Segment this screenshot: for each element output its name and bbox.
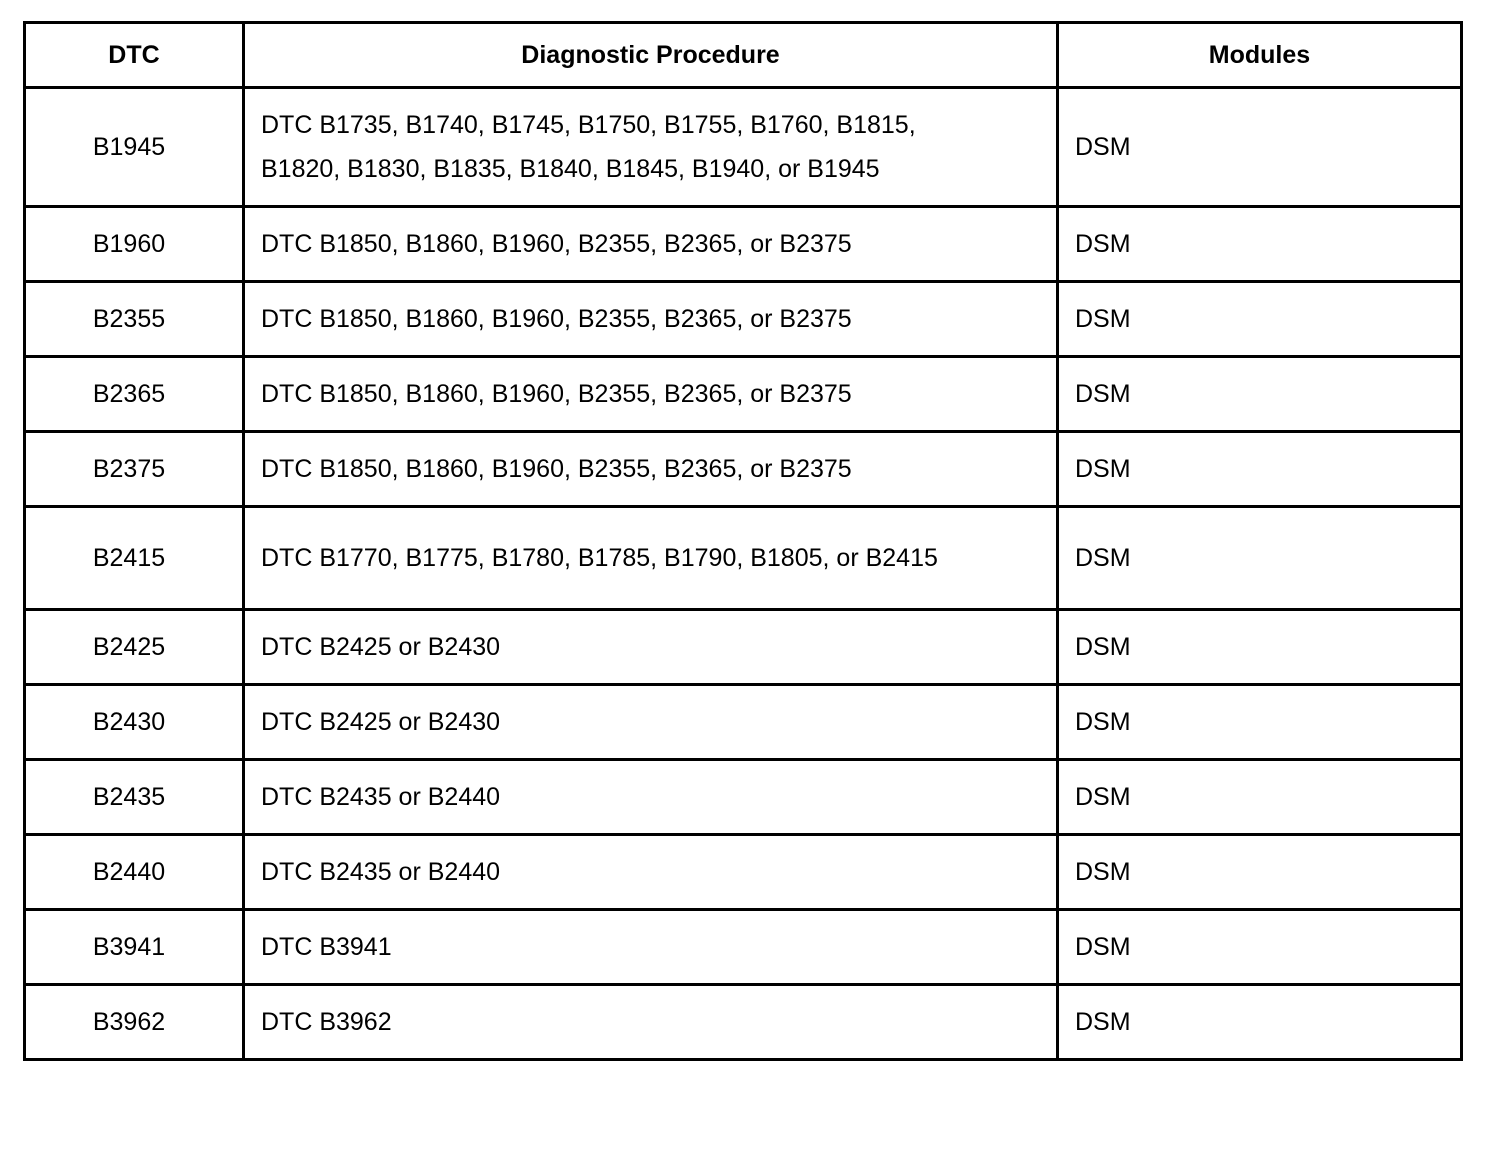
header-diagnostic-procedure: Diagnostic Procedure	[244, 23, 1058, 88]
dtc-cell: B1960	[25, 207, 244, 282]
modules-cell: DSM	[1058, 685, 1462, 760]
procedure-cell: DTC B1735, B1740, B1745, B1750, B1755, B1760, B1815, B1820, B1830, B1835, B1840, B1845, B1940, or B1945	[244, 88, 1058, 207]
header-modules: Modules	[1058, 23, 1462, 88]
modules-cell: DSM	[1058, 610, 1462, 685]
procedure-cell: DTC B2435 or B2440	[244, 835, 1058, 910]
dtc-cell: B3941	[25, 910, 244, 985]
modules-cell: DSM	[1058, 357, 1462, 432]
procedure-cell: DTC B2425 or B2430	[244, 685, 1058, 760]
table-row	[25, 357, 1462, 432]
dtc-cell: B2430	[25, 685, 244, 760]
modules-cell: DSM	[1058, 432, 1462, 507]
dtc-cell: B2425	[25, 610, 244, 685]
modules-cell: DSM	[1058, 207, 1462, 282]
procedure-cell: DTC B2425 or B2430	[244, 610, 1058, 685]
dtc-cell: B2375	[25, 432, 244, 507]
header-row	[25, 23, 1462, 88]
table-row	[25, 207, 1462, 282]
table-row	[25, 910, 1462, 985]
procedure-cell: DTC B1850, B1860, B1960, B2355, B2365, or B2375	[244, 357, 1058, 432]
table-row	[25, 507, 1462, 610]
dtc-cell: B2440	[25, 835, 244, 910]
header-dtc: DTC	[25, 23, 244, 88]
modules-cell: DSM	[1058, 760, 1462, 835]
procedure-cell: DTC B1770, B1775, B1780, B1785, B1790, B1805, or B2415	[244, 507, 1058, 610]
dtc-table	[23, 21, 1463, 1061]
table-row	[25, 432, 1462, 507]
dtc-cell: B1945	[25, 88, 244, 207]
table-row	[25, 88, 1462, 207]
procedure-cell: DTC B1850, B1860, B1960, B2355, B2365, or B2375	[244, 432, 1058, 507]
modules-cell: DSM	[1058, 507, 1462, 610]
modules-cell: DSM	[1058, 835, 1462, 910]
table-row	[25, 685, 1462, 760]
table-row	[25, 985, 1462, 1060]
procedure-cell: DTC B3941	[244, 910, 1058, 985]
modules-cell: DSM	[1058, 88, 1462, 207]
procedure-cell: DTC B2435 or B2440	[244, 760, 1058, 835]
modules-cell: DSM	[1058, 910, 1462, 985]
procedure-cell: DTC B1850, B1860, B1960, B2355, B2365, or B2375	[244, 207, 1058, 282]
table-row	[25, 835, 1462, 910]
dtc-cell: B3962	[25, 985, 244, 1060]
table-row	[25, 282, 1462, 357]
dtc-cell: B2415	[25, 507, 244, 610]
procedure-cell: DTC B3962	[244, 985, 1058, 1060]
table-row	[25, 760, 1462, 835]
table-row	[25, 610, 1462, 685]
dtc-cell: B2355	[25, 282, 244, 357]
modules-cell: DSM	[1058, 282, 1462, 357]
dtc-cell: B2365	[25, 357, 244, 432]
modules-cell: DSM	[1058, 985, 1462, 1060]
dtc-cell: B2435	[25, 760, 244, 835]
procedure-cell: DTC B1850, B1860, B1960, B2355, B2365, or B2375	[244, 282, 1058, 357]
